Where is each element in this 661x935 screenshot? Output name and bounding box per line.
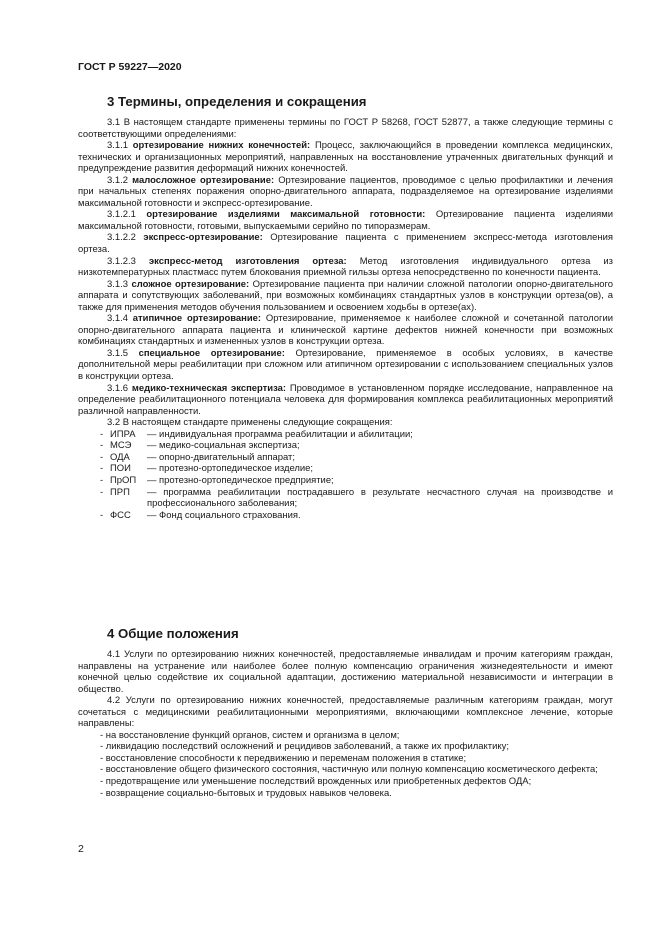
- paragraph-3-2: 3.2 В настоящем стандарте применены следующие сокращения:: [107, 417, 393, 429]
- abbreviation-row: - ПРП — программа реабилитации пострадавшего в результате несчастного случая на производстве и профессионального заболевания;: [100, 486, 613, 510]
- term-3-1-3: 3.1.3 сложное ортезирование: Ортезирование пациента при наличии сложной патологии опорно-двигательного аппарата и сопутствующих заболеваний, при возможных комбинациях стандартных узлов в конструкции ортеза(ов), а также для применения методов обучения пользованием и освоением ходьбы в ортезе(ах).: [78, 278, 614, 313]
- section-4-title: 4 Общие положения: [107, 626, 239, 641]
- term-3-1-6: 3.1.6 медико-техническая экспертиза: Проводимое в установленном порядке исследование, направленное на определение реабилитационного потенциала человека для формирования комплекса реабилитационных мероприятий различной направленности.: [78, 382, 613, 417]
- term-3-1-1: 3.1.1 ортезирование нижних конечностей: Процесс, заключающийся в проведении комплекса медицинских, технических и организационных мероприятий, направленных на восстановление утраченных двигательных функций и предупреждение развития деформаций нижних конечностей.: [78, 140, 614, 175]
- list-item: - восстановление способности к передвижению и переменам положения в статике;: [100, 752, 467, 764]
- section-3-title: 3 Термины, определения и сокращения: [107, 94, 367, 109]
- paragraph-4-2: 4.2 Услуги по ортезированию нижних конечностей, предоставляемые различным категориям граждан, могут сочетаться с медицинскими реабилитационными мероприятиями, включающими комплексное лечение, которые направлены:: [78, 695, 613, 730]
- term-3-1-2: 3.1.2 малосложное ортезирование: Ортезирование пациентов, проводимое с целью профилактики и лечения при начальных степенях поражения опорно-двигательного аппарата, подразделяемое на ортезирование изделиями максимальной готовности и экспресс-ортезирование.: [78, 174, 613, 209]
- page-number: 2: [78, 843, 84, 855]
- term-3-1-2-1: 3.1.2.1 ортезирование изделиями максимальной готовности: Ортезирование пациента изделиями максимальной готовности, готовыми, выпускаемыми серийно по типоразмерам.: [78, 209, 613, 232]
- abbreviation-row: - ИПРА — индивидуальная программа реабилитации и абилитации;: [100, 428, 413, 440]
- section-4-body: [78, 649, 613, 799]
- list-item: - на восстановление функций органов, систем и организма в целом;: [100, 729, 400, 741]
- abbreviation-row: - ПОИ — протезно-ортопедическое изделие;: [100, 463, 314, 475]
- list-item: - ликвидацию последствий осложнений и рецидивов заболеваний, а также их профилактику;: [100, 741, 509, 753]
- term-3-1-2-3: 3.1.2.3 экспресс-метод изготовления ортеза: Метод изготовления индивидуального ортеза из низкотемпературных пластмасс путем блокования приемной гильзы ортеза непосредственно по конечности пациента.: [78, 255, 613, 279]
- paragraph-4-1: 4.1 Услуги по ортезированию нижних конечностей, предоставляемые инвалидам и прочим категориям граждан, направлены на устранение или наиболее более полную компенсацию ограничения жизнедеятельности и имеют конечной целью содействие их социальной адаптации, достижению материальной независимости и интеграции в общество.: [78, 649, 613, 695]
- paragraph-3-1: 3.1 В настоящем стандарте применены термины по ГОСТ Р 58268, ГОСТ 52877, а также следующие термины с соответствующими определениями:: [78, 117, 613, 140]
- abbreviation-row: - МСЭ — медико-социальная экспертиза;: [100, 440, 300, 452]
- abbreviation-list: [78, 429, 613, 521]
- list-item: - возвращение социально-бытовых и трудовых навыков человека.: [100, 787, 392, 799]
- term-3-1-2-2: 3.1.2.2 экспресс-ортезирование: Ортезирование пациента с применением экспресс-метода изготовления ортеза.: [78, 232, 613, 256]
- term-3-1-4: 3.1.4 атипичное ортезирование: Ортезирование, применяемое к наиболее сложной и сочетанной патологии опорно-двигательного аппарата пациента и клинической картине дефектов нижней конечности при возможных комбинациях стандартных и измененных узлов в конструкции ортеза.: [78, 313, 614, 348]
- list-item: - предотвращение или уменьшение последствий врожденных или приобретенных дефектов ОДА;: [100, 776, 532, 788]
- section-3-body: [78, 117, 613, 521]
- abbreviation-row: - ОДА — опорно-двигательный аппарат;: [100, 451, 296, 463]
- document-header: ГОСТ Р 59227—2020: [78, 61, 182, 73]
- term-3-1-5: 3.1.5 специальное ортезирование: Ортезирование, применяемое в особых условиях, в качестве дополнительной меры реабилитации при сложном или атипичном ортезировании с использованием специальных узлов в конструкции ортеза.: [78, 347, 614, 383]
- list-item: - восстановление общего физического состояния, частичную или полную компенсацию косметического дефекта;: [100, 764, 598, 776]
- abbreviation-row: - ПрОП — протезно-ортопедическое предприятие;: [100, 474, 334, 486]
- abbreviation-row: - ФСС — Фонд социального страхования.: [100, 509, 301, 521]
